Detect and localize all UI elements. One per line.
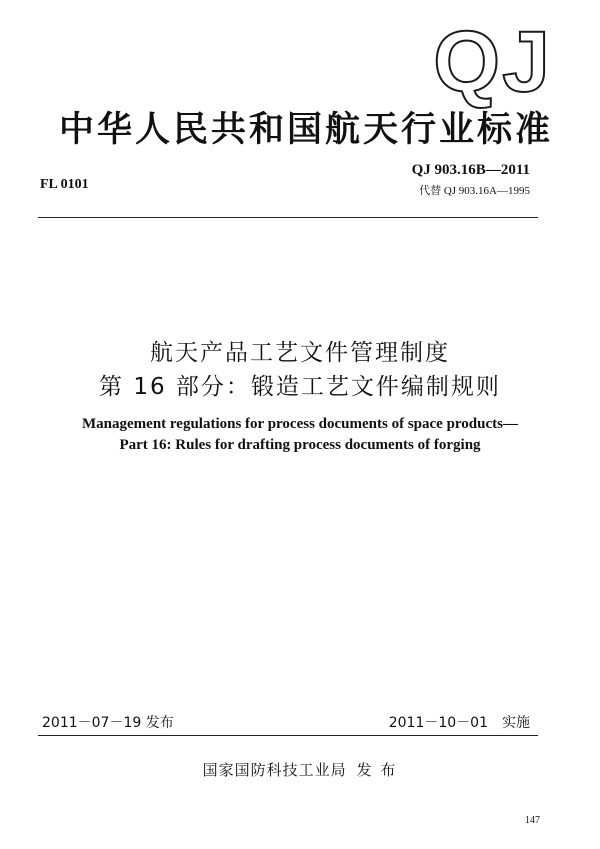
publisher-verb: 发 布	[356, 761, 398, 779]
footer-divider	[38, 735, 538, 736]
title-en-line2: Part 16: Rules for drafting process documents of forging	[119, 437, 481, 453]
header-divider	[38, 217, 538, 218]
title-cn-line2: 第 16 部分：锻造工艺文件编制规则	[99, 374, 501, 400]
publisher-name: 国家国防科技工业局	[202, 761, 347, 779]
title-en-line1: Management regulations for process documents of space products—	[82, 416, 518, 432]
title-cn-line1: 航天产品工艺文件管理制度	[150, 340, 450, 366]
classification-code: FL 0101	[40, 177, 89, 192]
qj-logo: QJ	[433, 14, 552, 110]
implementation-date: 2011－10－01 实施	[388, 715, 530, 731]
issue-date: 2011－07－19 发布	[42, 715, 174, 731]
standard-title: 中华人民共和国航天行业标准	[58, 110, 553, 150]
standard-number: QJ 903.16B—2011	[411, 162, 530, 178]
page-number: 147	[525, 815, 540, 826]
replaces-standard: 代替 QJ 903.16A—1995	[419, 185, 530, 197]
publisher	[0, 759, 600, 780]
